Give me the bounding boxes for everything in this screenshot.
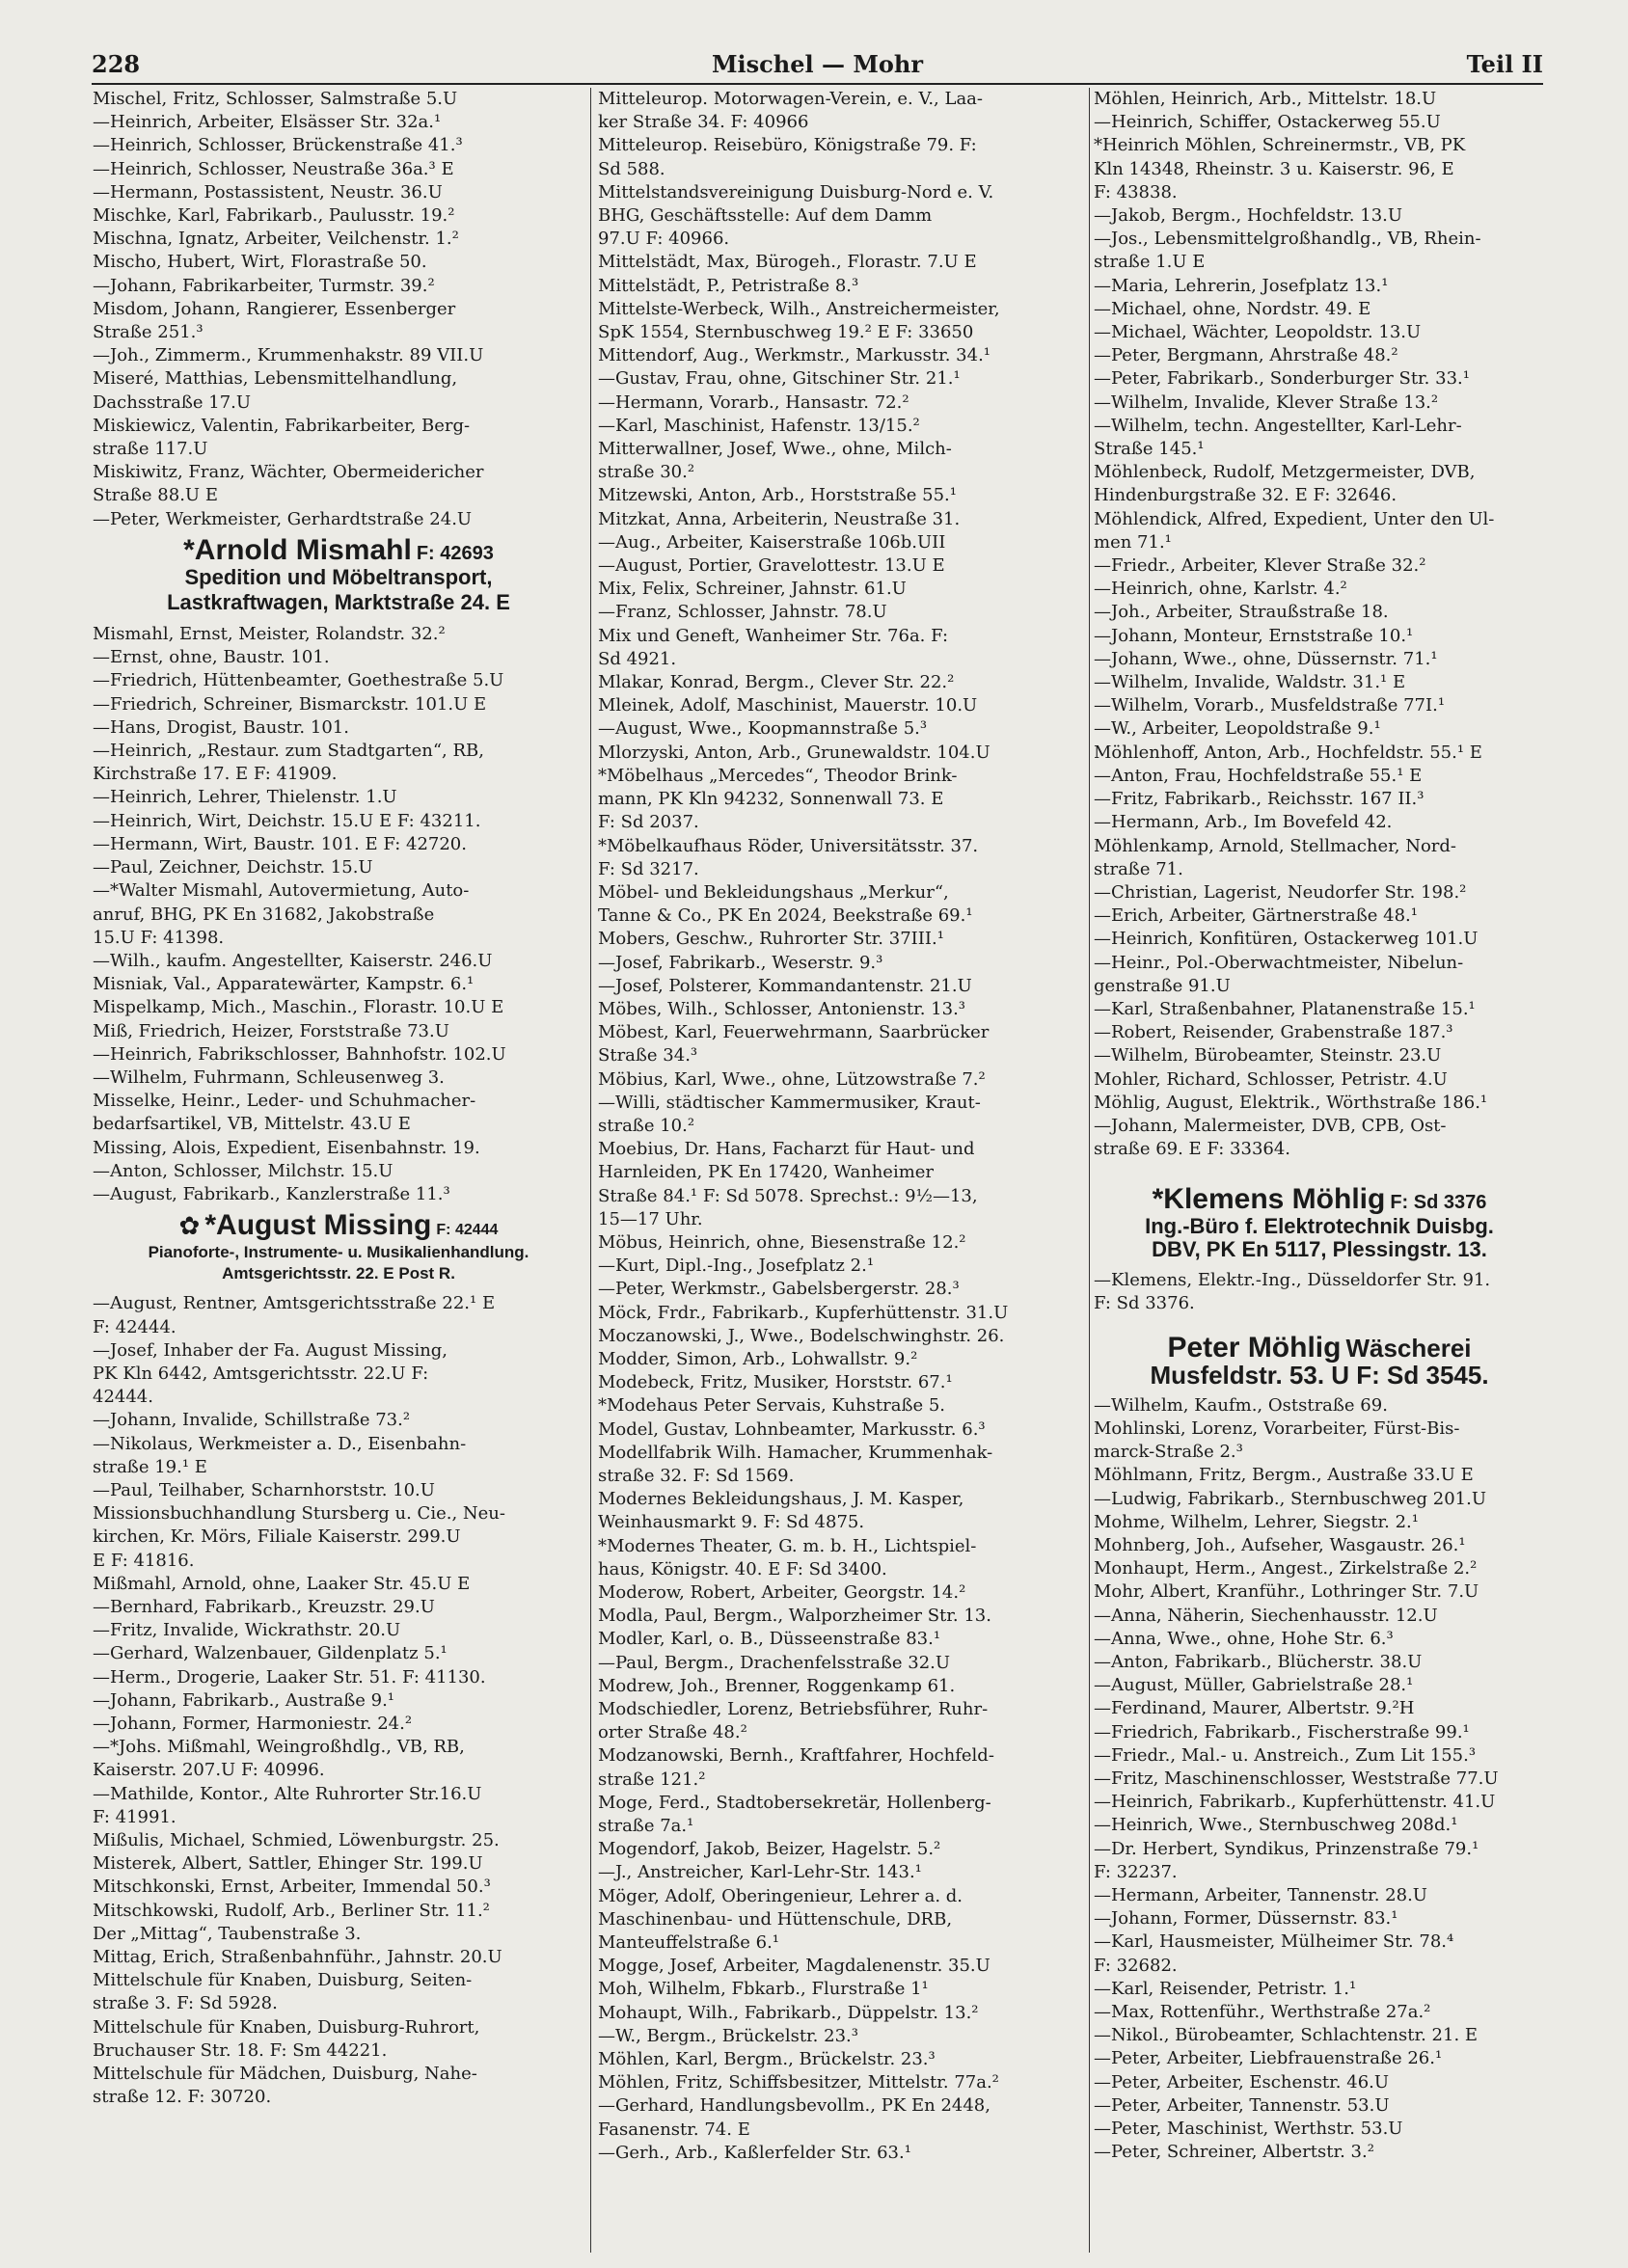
directory-entry: Miskiwitz, Franz, Wächter, Obermeidericher [93, 462, 484, 483]
directory-entry: —Hermann, Wirt, Baustr. 101. E F: 42720. [93, 833, 467, 854]
directory-entry: —Anton, Schlosser, Milchstr. 15.U [93, 1160, 393, 1181]
column-divider [590, 88, 591, 2253]
directory-entry: Straße 251.³ [93, 322, 204, 343]
directory-entry: Möhlendick, Alfred, Expedient, Unter den Ul- [1094, 508, 1495, 529]
directory-entry: —Willi, städtischer Kammermusiker, Kraut- [598, 1092, 981, 1113]
directory-entry: SpK 1554, Sternbuschweg 19.² E F: 33650 [598, 322, 974, 343]
directory-entry: —Wilhelm, Fuhrmann, Schleusenweg 3. [93, 1066, 445, 1088]
directory-entry: —Wilhelm, Invalide, Klever Straße 13.² [1094, 392, 1439, 413]
directory-entry: mann, PK Kln 94232, Sonnenwall 73. E [598, 789, 944, 810]
entry-list [93, 1292, 584, 2109]
directory-entry: —Gerh., Arb., Kaßlerfelder Str. 63.¹ [598, 2142, 911, 2163]
directory-entry: Modrew, Joh., Brenner, Roggenkamp 61. [598, 1675, 956, 1696]
directory-entry: —Hermann, Vorarb., Hansastr. 72.² [598, 392, 909, 413]
ad-name: *Klemens Möhlig [1152, 1183, 1386, 1216]
directory-entry: Modler, Karl, o. B., Düsseenstraße 83.¹ [598, 1629, 941, 1650]
directory-entry: Mittag, Erich, Straßenbahnführ., Jahnstr. 20.U [93, 1947, 502, 1968]
directory-entry: —Josef, Polsterer, Kommandantenstr. 21.U [598, 975, 972, 996]
directory-entry: Möhlen, Karl, Bergm., Brückelstr. 23.³ [598, 2049, 936, 2070]
directory-entry: —Peter, Schreiner, Albertstr. 3.² [1094, 2142, 1374, 2163]
directory-entry: Modschiedler, Lorenz, Betriebsführer, Ruhr- [598, 1699, 989, 1720]
directory-entry: Miseré, Matthias, Lebensmittelhandlung, [93, 368, 458, 390]
directory-entry: F: 43838. [1094, 181, 1178, 202]
directory-entry: Straße 88.U E [93, 485, 218, 506]
page-running-title: Mischel — Mohr [711, 50, 924, 78]
directory-entry: Möbes, Wilh., Schlosser, Antonienstr. 13.³ [598, 998, 966, 1019]
directory-entry: Bruchauser Str. 18. F: Sm 44221. [93, 2039, 388, 2061]
directory-entry: —Heinrich, Konfitüren, Ostackerweg 101.U [1094, 929, 1479, 950]
directory-entry: —Klemens, Elektr.-Ing., Düsseldorfer Str. 91. [1094, 1269, 1491, 1290]
directory-entry: Moh, Wilhelm, Fbkarb., Flurstraße 1¹ [598, 1979, 929, 2000]
directory-entry: —Heinrich, Lehrer, Thielenstr. 1.U [93, 787, 397, 808]
directory-entry: —Anton, Frau, Hochfeldstraße 55.¹ E [1094, 765, 1423, 786]
directory-entry: —Fritz, Maschinenschlosser, Weststraße 77.U [1094, 1768, 1499, 1790]
directory-entry: —Michael, Wächter, Leopoldstr. 13.U [1094, 322, 1422, 343]
directory-entry: F: 42444. [93, 1316, 176, 1337]
directory-entry: —Friedrich, Hüttenbeamter, Goethestraße 5.U [93, 670, 504, 691]
directory-entry: Mobers, Geschw., Ruhrorter Str. 37III.¹ [598, 929, 944, 950]
directory-entry: Mitteleurop. Motorwagen-Verein, e. V., Laa- [598, 89, 983, 109]
directory-entry: —Nikolaus, Werkmeister a. D., Eisenbahn- [93, 1433, 467, 1454]
directory-entry: Mitzkat, Anna, Arbeiterin, Neustraße 31. [598, 508, 961, 529]
directory-entry: —Heinrich, ohne, Karlstr. 4.² [1094, 579, 1347, 600]
ad-name: Peter Möhlig [1167, 1332, 1342, 1364]
directory-entry: Mischo, Hubert, Wirt, Florastraße 50. [93, 252, 427, 273]
directory-entry: —Gustav, Frau, ohne, Gitschiner Str. 21.¹ [598, 368, 961, 390]
directory-entry: —Hermann, Arbeiter, Tannenstr. 28.U [1094, 1885, 1427, 1906]
directory-entry: —Christian, Lagerist, Neudorfer Str. 198.² [1094, 881, 1467, 903]
directory-entry: Mispelkamp, Mich., Maschin., Florastr. 10.U E [93, 997, 504, 1018]
ad-peter-moehlig [1094, 1315, 1545, 1393]
directory-entry: ker Straße 34. F: 40966 [598, 112, 809, 133]
directory-entry: —Friedr., Mal.- u. Anstreich., Zum Lit 155.³ [1094, 1744, 1477, 1766]
directory-entry: —August, Rentner, Amtsgerichtsstraße 22.¹ E [93, 1293, 496, 1314]
directory-entry: Mismahl, Ernst, Meister, Rolandstr. 32.² [93, 624, 446, 645]
directory-entry: Möger, Adolf, Oberingenieur, Lehrer a. d. [598, 1885, 963, 1906]
directory-entry: Mittendorf, Aug., Werkmstr., Markusstr. 34.¹ [598, 345, 991, 366]
directory-entry: —Karl, Reisender, Petristr. 1.¹ [1094, 1978, 1357, 1999]
directory-entry: —W., Arbeiter, Leopoldstraße 9.¹ [1094, 718, 1381, 740]
directory-entry: F: Sd 3217. [598, 858, 699, 879]
directory-entry: Sd 588. [598, 158, 665, 179]
directory-entry: PK Kln 6442, Amtsgerichtsstr. 22.U F: [93, 1363, 429, 1384]
directory-entry: straße 10.² [598, 1115, 695, 1136]
directory-entry: straße 3. F: Sd 5928. [93, 1993, 278, 2014]
directory-entry: —Hans, Drogist, Baustr. 101. [93, 716, 349, 738]
ad-phone: F: 42693 [416, 542, 494, 564]
directory-entry: BHG, Geschäftsstelle: Auf dem Damm [598, 205, 933, 227]
directory-entry: —Heinrich, „Restaur. zum Stadtgarten“, RB, [93, 741, 484, 762]
directory-entry: —Ferdinand, Maurer, Albertstr. 9.²H [1094, 1698, 1415, 1719]
directory-entry: *Modehaus Peter Servais, Kuhstraße 5. [598, 1395, 946, 1417]
directory-entry: Maschinenbau- und Hüttenschule, DRB, [598, 1908, 953, 1930]
directory-entry: —Friedrich, Schreiner, Bismarckstr. 101.U E [93, 693, 487, 715]
directory-entry: Mitteleurop. Reisebüro, Königstraße 79. F: [598, 135, 977, 156]
directory-entry: —Wilhelm, Invalide, Waldstr. 31.¹ E [1094, 672, 1406, 693]
directory-entry: Mischna, Ignatz, Arbeiter, Veilchenstr. 1.² [93, 229, 459, 250]
ad-arnold-mismahl [93, 531, 584, 623]
directory-entry: Der „Mittag“, Taubenstraße 3. [93, 1923, 362, 1944]
directory-entry: F: Sd 3376. [1094, 1293, 1195, 1314]
column-divider [1089, 88, 1090, 2253]
directory-entry: Mogendorf, Jakob, Beizer, Hagelstr. 5.² [598, 1839, 941, 1860]
directory-entry: Miskiewicz, Valentin, Fabrikarbeiter, Berg- [93, 415, 471, 436]
directory-entry: Möhlenbeck, Rudolf, Metzgermeister, DVB, [1094, 462, 1476, 483]
directory-entry: —Heinrich, Arbeiter, Elsässer Str. 32a.¹ [93, 112, 442, 133]
directory-entry: Moebius, Dr. Hans, Facharzt für Haut- und [598, 1139, 975, 1160]
directory-entry: Moczanowski, J., Wwe., Bodelschwinghstr. 26. [598, 1325, 1005, 1346]
directory-entry: straße 1.U E [1094, 252, 1206, 273]
directory-entry: 97.U F: 40966. [598, 229, 730, 250]
directory-entry: —Peter, Maschinist, Werthstr. 53.U [1094, 2119, 1403, 2140]
ad-subtitle: Wäscherei [1345, 1334, 1472, 1364]
directory-entry: —Hermann, Arb., Im Bovefeld 42. [1094, 812, 1393, 833]
directory-entry: —Mathilde, Kontor., Alte Ruhrorter Str.16.U [93, 1783, 482, 1804]
directory-entry: Modzanowski, Bernh., Kraftfahrer, Hochfeld- [598, 1745, 994, 1767]
directory-entry: —August, Wwe., Koopmannstraße 5.³ [598, 718, 928, 740]
directory-entry: —Johann, Invalide, Schillstraße 73.² [93, 1410, 411, 1431]
column-2 [598, 88, 1088, 2253]
directory-entry: —*Johs. Mißmahl, Weingroßhdlg., VB, RB, [93, 1737, 465, 1758]
directory-entry: —Heinrich, Schlosser, Brückenstraße 41.³ [93, 135, 463, 156]
ad-line: Spedition und Möbeltransport, [184, 565, 493, 590]
directory-entry: —Herm., Drogerie, Laaker Str. 51. F: 41130. [93, 1666, 486, 1688]
directory-entry: Mißmahl, Arnold, ohne, Laaker Str. 45.U E [93, 1573, 471, 1594]
directory-entry: Mohr, Albert, Kranführ., Lothringer Str. 7.U [1094, 1581, 1479, 1603]
directory-entry: haus, Königstr. 40. E F: Sd 3400. [598, 1558, 887, 1580]
directory-entry: —Dr. Herbert, Syndikus, Prinzenstraße 79.¹ [1094, 1838, 1479, 1859]
directory-entry: Mohaupt, Wilh., Fabrikarb., Düppelstr. 13.² [598, 2002, 979, 2023]
ad-august-missing [93, 1206, 584, 1292]
directory-entry: —Johann, Former, Harmoniestr. 24.² [93, 1714, 413, 1734]
directory-entry: —Joh., Zimmerm., Krummenhakstr. 89 VII.U [93, 345, 484, 366]
directory-entry: —Heinr., Pol.-Oberwachtmeister, Nibelun- [1094, 952, 1464, 973]
directory-entry: orter Straße 48.² [598, 1722, 747, 1743]
directory-entry: —Johann, Wwe., ohne, Düssernstr. 71.¹ [1094, 648, 1438, 669]
directory-entry: —Peter, Arbeiter, Eschenstr. 46.U [1094, 2071, 1390, 2092]
directory-entry: Modder, Simon, Arb., Lohwallstr. 9.² [598, 1348, 918, 1369]
directory-entry: Tanne & Co., PK En 2024, Beekstraße 69.¹ [598, 905, 973, 927]
directory-entry: —Johann, Former, Düssernstr. 83.¹ [1094, 1908, 1398, 1930]
directory-entry: Mittelschule für Mädchen, Duisburg, Nahe- [93, 2064, 477, 2085]
directory-entry: Mischel, Fritz, Schlosser, Salmstraße 5.U [93, 89, 458, 109]
column-3 [1094, 88, 1545, 2253]
directory-entry: Mlorzyski, Anton, Arb., Grunewaldstr. 104.U [598, 742, 990, 763]
directory-entry: Hindenburgstraße 32. E F: 32646. [1094, 485, 1397, 506]
directory-entry: straße 69. E F: 33364. [1094, 1139, 1291, 1160]
directory-entry: Miß, Friedrich, Heizer, Forststraße 73.U [93, 1020, 449, 1041]
directory-entry: Modebeck, Fritz, Musiker, Horststr. 67.¹ [598, 1372, 953, 1393]
directory-entry: —Max, Rottenführ., Werthstraße 27a.² [1094, 2002, 1431, 2023]
directory-entry: 42444. [93, 1387, 153, 1408]
directory-entry: —Heinrich, Wirt, Deichstr. 15.U E F: 43211. [93, 810, 481, 831]
ad-line: Musfeldstr. 53. U F: Sd 3545. [1150, 1360, 1489, 1390]
directory-entry: Möbel- und Bekleidungshaus „Merkur“, [598, 881, 949, 903]
directory-entry: Mitterwallner, Josef, Wwe., ohne, Milch- [598, 439, 952, 460]
directory-entry: Monhaupt, Herm., Angest., Zirkelstraße 2.² [1094, 1558, 1478, 1580]
directory-entry: Mitschkonski, Ernst, Arbeiter, Immendal 50.³ [93, 1876, 491, 1898]
directory-entry: —Franz, Schlosser, Jahnstr. 78.U [598, 602, 887, 623]
directory-entry: —Paul, Bergm., Drachenfelsstraße 32.U [598, 1652, 951, 1673]
directory-entry: —Peter, Arbeiter, Tannenstr. 53.U [1094, 2094, 1390, 2116]
directory-entry: Mitschkowski, Rudolf, Arb., Berliner Str. 11.² [93, 1900, 490, 1921]
directory-entry: —Johann, Malermeister, DVB, CPB, Ost- [1094, 1115, 1447, 1136]
directory-entry: —Heinrich, Fabrikschlosser, Bahnhofstr. 102.U [93, 1043, 506, 1065]
directory-entry: Möbus, Heinrich, ohne, Biesenstraße 12.² [598, 1231, 966, 1253]
directory-entry: —Josef, Inhaber der Fa. August Missing, [93, 1339, 448, 1361]
directory-entry: —Wilhelm, techn. Angestellter, Karl-Lehr- [1094, 415, 1462, 436]
directory-entry: —Karl, Straßenbahner, Platanenstraße 15.¹ [1094, 998, 1476, 1019]
entry-list [93, 88, 584, 531]
directory-entry: 15.U F: 41398. [93, 927, 225, 948]
entry-list [1094, 1269, 1545, 1315]
directory-entry: Mogge, Josef, Arbeiter, Magdalenenstr. 35.U [598, 1956, 990, 1977]
directory-entry: —Karl, Maschinist, Hafenstr. 13/15.² [598, 415, 920, 436]
directory-entry: Mittelschule für Knaben, Duisburg, Seiten- [93, 1970, 473, 1991]
directory-entry: Möbius, Karl, Wwe., ohne, Lützowstraße 7.² [598, 1068, 986, 1090]
directory-entry: Mohme, Wilhelm, Lehrer, Siegstr. 2.¹ [1094, 1511, 1419, 1532]
directory-entry: —Gerhard, Walzenbauer, Gildenplatz 5.¹ [93, 1643, 448, 1664]
directory-entry: Mohnberg, Joh., Aufseher, Wasgaustr. 26.¹ [1094, 1534, 1466, 1555]
directory-entry: —Hermann, Postassistent, Neustr. 36.U [93, 181, 443, 202]
directory-entry: kirchen, Kr. Mörs, Filiale Kaiserstr. 299.U [93, 1526, 461, 1548]
directory-entry: Möhlig, August, Elektrik., Wörthstraße 186.¹ [1094, 1092, 1488, 1113]
directory-entry: Missionsbuchhandlung Stursberg u. Cie., Neu- [93, 1503, 505, 1525]
directory-entry: men 71.¹ [1094, 531, 1172, 553]
directory-entry: Möck, Frdr., Fabrikarb., Kupferhüttenstr. 31.U [598, 1302, 1009, 1323]
emblem-icon: ✿ [178, 1211, 201, 1241]
directory-entry: —August, Fabrikarb., Kanzlerstraße 11.³ [93, 1183, 450, 1204]
directory-entry: Mlakar, Konrad, Bergm., Clever Str. 22.² [598, 672, 955, 693]
directory-entry: Möhlenkamp, Arnold, Stellmacher, Nord- [1094, 835, 1457, 856]
directory-entry: —August, Portier, Gravelottestr. 13.U E [598, 555, 945, 577]
ad-name: *Arnold Mismahl [183, 533, 412, 566]
ad-name: *August Missing [204, 1209, 432, 1242]
directory-entry: —Johann, Fabrikarbeiter, Turmstr. 39.² [93, 275, 435, 296]
ad-klemens-moehlig [1094, 1161, 1545, 1269]
directory-entry: straße 19.¹ E [93, 1456, 207, 1477]
directory-entry: F: 41991. [93, 1806, 176, 1827]
directory-entry: straße 121.² [598, 1768, 706, 1790]
directory-entry: Manteuffelstraße 6.¹ [598, 1932, 780, 1954]
directory-entry: genstraße 91.U [1094, 975, 1231, 996]
directory-entry: Fasanenstr. 74. E [598, 2119, 750, 2140]
directory-entry: Modla, Paul, Bergm., Walporzheimer Str. 13. [598, 1606, 991, 1627]
ad-line: Ing.-Büro f. Elektrotechnik Duisbg. [1145, 1213, 1494, 1238]
directory-entry: F: Sd 2037. [598, 812, 699, 833]
directory-entry: —Paul, Teilhaber, Scharnhorststr. 10.U [93, 1479, 435, 1500]
directory-entry: Kirchstraße 17. E F: 41909. [93, 764, 338, 785]
directory-entry: Mitzewski, Anton, Arb., Horststraße 55.¹ [598, 485, 957, 506]
directory-entry: —Johann, Fabrikarb., Austraße 9.¹ [93, 1689, 395, 1711]
directory-entry: —J., Anstreicher, Karl-Lehr-Str. 143.¹ [598, 1862, 922, 1883]
directory-entry: —Johann, Monteur, Ernststraße 10.¹ [1094, 625, 1414, 646]
directory-entry: Mix, Felix, Schreiner, Jahnstr. 61.U [598, 579, 907, 600]
directory-entry: —Anton, Fabrikarb., Blücherstr. 38.U [1094, 1652, 1423, 1672]
directory-entry: —Fritz, Invalide, Wickrathstr. 20.U [93, 1620, 401, 1641]
directory-entry: —Fritz, Fabrikarb., Reichsstr. 167 II.³ [1094, 789, 1424, 810]
directory-entry: —Kurt, Dipl.-Ing., Josefplatz 2.¹ [598, 1256, 875, 1277]
ad-line: Lastkraftwagen, Marktstraße 24. E [167, 590, 510, 615]
directory-entry: straße 32. F: Sd 1569. [598, 1465, 795, 1486]
directory-entry: —W., Bergm., Brückelstr. 23.³ [598, 2025, 858, 2046]
directory-entry: Mittelstandsvereinigung Duisburg-Nord e. V. [598, 181, 994, 202]
directory-entry: —Anna, Wwe., ohne, Hohe Str. 6.³ [1094, 1628, 1394, 1649]
directory-entry: —Jos., Lebensmittelgroßhandlg., VB, Rhein- [1094, 229, 1481, 250]
directory-entry: 15—17 Uhr. [598, 1208, 703, 1229]
entry-list [93, 623, 584, 1206]
part-label: Teil II [1466, 50, 1543, 78]
directory-entry: —Nikol., Bürobeamter, Schlachtenstr. 21. E [1094, 2025, 1479, 2046]
directory-entry: Mißulis, Michael, Schmied, Löwenburgstr. 25. [93, 1830, 500, 1851]
directory-entry: marck-Straße 2.³ [1094, 1442, 1243, 1463]
directory-entry: Mittelschule für Knaben, Duisburg-Ruhrort, [93, 2016, 480, 2038]
directory-entry: Kln 14348, Rheinstr. 3 u. Kaiserstr. 96, E [1094, 158, 1454, 179]
directory-entry: —Joh., Arbeiter, Straußstraße 18. [1094, 602, 1389, 623]
directory-entry: Model, Gustav, Lohnbeamter, Markusstr. 6.³ [598, 1418, 986, 1440]
directory-entry: Moge, Ferd., Stadtobersekretär, Hollenberg- [598, 1792, 991, 1813]
directory-entry: —August, Müller, Gabrielstraße 28.¹ [1094, 1675, 1414, 1696]
directory-entry: Möhlenhoff, Anton, Arb., Hochfeldstr. 55.¹ E [1094, 742, 1482, 763]
directory-entry: —Robert, Reisender, Grabenstraße 187.³ [1094, 1022, 1453, 1043]
column-1 [93, 88, 584, 2253]
directory-entry: straße 7a.¹ [598, 1816, 694, 1837]
ad-line: DBV, PK En 5117, Plessingstr. 13. [1152, 1236, 1487, 1261]
ad-phone: F: Sd 3376 [1390, 1192, 1487, 1214]
directory-entry: *Möbelkaufhaus Röder, Universitätsstr. 37. [598, 835, 979, 856]
directory-entry: —Michael, ohne, Nordstr. 49. E [1094, 298, 1371, 319]
directory-entry: Möhlen, Heinrich, Arb., Mittelstr. 18.U [1094, 89, 1437, 109]
directory-entry: —Friedr., Arbeiter, Klever Straße 32.² [1094, 555, 1426, 577]
page-header [92, 48, 1543, 85]
directory-entry: Mischke, Karl, Fabrikarb., Paulusstr. 19.² [93, 205, 455, 227]
directory-entry: —Gerhard, Handlungsbevollm., PK En 2448, [598, 2095, 990, 2117]
directory-entry: E F: 41816. [93, 1550, 195, 1571]
directory-entry: —Ludwig, Fabrikarb., Sternbuschweg 201.U [1094, 1488, 1487, 1509]
directory-entry: Mittelste-Werbeck, Wilh., Anstreichermeister, [598, 298, 1000, 319]
directory-entry: Modellfabrik Wilh. Hamacher, Krummenhak- [598, 1442, 993, 1463]
directory-entry: Misselke, Heinr., Leder- und Schuhmacher- [93, 1091, 476, 1112]
directory-entry: —Friedrich, Fabrikarb., Fischerstraße 99.¹ [1094, 1721, 1470, 1742]
ad-line: Pianoforte-, Instrumente- u. Musikalienhandlung. [148, 1243, 529, 1262]
directory-entry: Misdom, Johann, Rangierer, Essenberger [93, 298, 456, 319]
directory-entry: *Modernes Theater, G. m. b. H., Lichtspiel- [598, 1535, 977, 1556]
directory-entry: Möbest, Karl, Feuerwehrmann, Saarbrücker [598, 1022, 990, 1043]
directory-entry: Straße 34.³ [598, 1045, 698, 1066]
page-number: 228 [92, 50, 141, 78]
directory-entry: —Jakob, Bergm., Hochfeldstr. 13.U [1094, 205, 1403, 227]
directory-entry: F: 32237. [1094, 1861, 1178, 1882]
directory-entry: straße 71. [1094, 858, 1183, 879]
directory-entry: Mleinek, Adolf, Maschinist, Mauerstr. 10.U [598, 695, 978, 716]
directory-entry: —Erich, Arbeiter, Gärtnerstraße 48.¹ [1094, 905, 1418, 927]
directory-entry: —Wilhelm, Kaufm., Oststraße 69. [1094, 1394, 1388, 1416]
directory-entry: —Heinrich, Schlosser, Neustraße 36a.³ E [93, 158, 454, 179]
directory-entry: Harnleiden, PK En 17420, Wanheimer [598, 1162, 935, 1183]
entry-list [598, 88, 1088, 2165]
directory-entry: Modernes Bekleidungshaus, J. M. Kasper, [598, 1489, 964, 1510]
directory-entry: —Heinrich, Fabrikarb., Kupferhüttenstr. 41.U [1094, 1792, 1496, 1813]
directory-entry: Mittelstädt, P., Petristraße 8.³ [598, 275, 859, 296]
directory-entry: Missing, Alois, Expedient, Eisenbahnstr. 19. [93, 1137, 480, 1158]
directory-entry: —Peter, Werkmstr., Gabelsbergerstr. 28.³ [598, 1279, 960, 1300]
directory-entry: —Peter, Fabrikarb., Sonderburger Str. 33.¹ [1094, 368, 1470, 390]
directory-entry: —Maria, Lehrerin, Josefplatz 13.¹ [1094, 275, 1389, 296]
entry-list [1094, 1394, 1545, 2165]
directory-entry: Mix und Geneft, Wanheimer Str. 76a. F: [598, 625, 949, 646]
directory-entry: —Paul, Zeichner, Deichstr. 15.U [93, 857, 373, 878]
entry-list [1094, 88, 1545, 1161]
ad-line: Amtsgerichtsstr. 22. E Post R. [222, 1264, 455, 1283]
directory-entry: —Josef, Fabrikarb., Weserstr. 9.³ [598, 952, 883, 973]
directory-entry: —Karl, Hausmeister, Mülheimer Str. 78.⁴ [1094, 1931, 1454, 1953]
directory-entry: straße 30.² [598, 462, 695, 483]
directory-entry: Straße 145.¹ [1094, 439, 1205, 460]
directory-entry: —Wilhelm, Vorarb., Musfeldstraße 77I.¹ [1094, 695, 1446, 716]
directory-entry: —Peter, Werkmeister, Gerhardtstraße 24.U [93, 508, 473, 529]
directory-entry: —Wilhelm, Bürobeamter, Steinstr. 23.U [1094, 1045, 1442, 1066]
directory-entry: Misniak, Val., Apparatewärter, Kampstr. 6.¹ [93, 974, 475, 995]
directory-entry: Möhlmann, Fritz, Bergm., Austraße 33.U E [1094, 1465, 1474, 1486]
directory-entry: —Bernhard, Fabrikarb., Kreuzstr. 29.U [93, 1596, 435, 1617]
directory-entry: Sd 4921. [598, 648, 677, 669]
directory-entry: —Peter, Bergmann, Ahrstraße 48.² [1094, 345, 1398, 366]
directory-entry: Möhlen, Fritz, Schiffsbesitzer, Mittelstr. 77a.² [598, 2072, 999, 2093]
ad-phone: F: 42444 [436, 1222, 499, 1239]
directory-entry: *Heinrich Möhlen, Schreinermstr., VB, PK [1094, 135, 1466, 156]
directory-entry: —Wilh., kaufm. Angestellter, Kaiserstr. 246.U [93, 950, 493, 971]
directory-entry: Mohlinski, Lorenz, Vorarbeiter, Fürst-Bis- [1094, 1418, 1460, 1439]
directory-entry: Straße 84.¹ F: Sd 5078. Sprechst.: 9½—13, [598, 1185, 978, 1206]
directory-entry: —Heinrich, Schiffer, Ostackerweg 55.U [1094, 112, 1441, 133]
directory-entry: Moderow, Robert, Arbeiter, Georgstr. 14.² [598, 1582, 966, 1603]
directory-entry: —Peter, Arbeiter, Liebfrauenstraße 26.¹ [1094, 2048, 1443, 2069]
directory-entry: bedarfsartikel, VB, Mittelstr. 43.U E [93, 1114, 411, 1135]
directory-entry: straße 117.U [93, 439, 208, 460]
directory-entry: —Ernst, ohne, Baustr. 101. [93, 647, 330, 668]
directory-entry: straße 12. F: 30720. [93, 2087, 272, 2108]
directory-entry: —*Walter Mismahl, Autovermietung, Auto- [93, 880, 470, 902]
directory-entry: F: 32682. [1094, 1955, 1178, 1976]
directory-entry: —Aug., Arbeiter, Kaiserstraße 106b.UII [598, 531, 946, 553]
directory-entry: Mohler, Richard, Schlosser, Petristr. 4.U [1094, 1068, 1448, 1090]
directory-entry: *Möbelhaus „Mercedes“, Theodor Brink- [598, 765, 958, 786]
directory-entry: Kaiserstr. 207.U F: 40996. [93, 1760, 325, 1781]
directory-entry: anruf, BHG, PK En 31682, Jakobstraße [93, 904, 435, 925]
directory-entry: Dachsstraße 17.U [93, 392, 252, 413]
directory-entry: Mittelstädt, Max, Bürogeh., Florastr. 7.U E [598, 252, 977, 273]
directory-entry: —Heinrich, Wwe., Sternbuschweg 208d.¹ [1094, 1815, 1458, 1836]
directory-entry: Weinhausmarkt 9. F: Sd 4875. [598, 1512, 865, 1533]
directory-entry: Misterek, Albert, Sattler, Ehinger Str. 199.U [93, 1853, 483, 1875]
directory-entry: —Anna, Näherin, Siechenhausstr. 12.U [1094, 1605, 1438, 1626]
